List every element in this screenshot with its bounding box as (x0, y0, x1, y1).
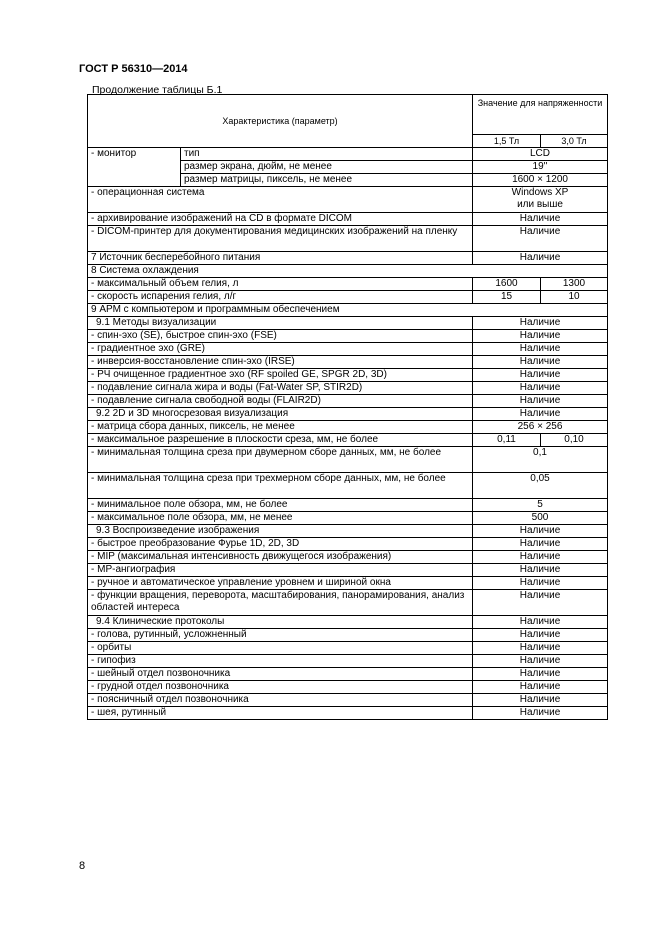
value-3-0-tesla: 0,10 (541, 434, 608, 447)
row-parameter: - грудной отдел позвоночника (88, 681, 473, 694)
row-parameter: - архивирование изображений на CD в формате DICOM (88, 213, 473, 226)
table-row (88, 499, 608, 512)
table-row (88, 356, 608, 369)
row-value: 5 (473, 499, 608, 512)
row-parameter: - градиентное эхо (GRE) (88, 343, 473, 356)
characteristics-table (87, 94, 608, 720)
table-row (88, 616, 608, 629)
row-parameter: - подавление сигнала свободной воды (FLAIR2D) (88, 395, 473, 408)
row-value: Наличие (473, 694, 608, 707)
value-1-5-tesla: 0,11 (473, 434, 541, 447)
table-row (88, 681, 608, 694)
table-row (88, 369, 608, 382)
row-parameter: - орбиты (88, 642, 473, 655)
row-value: Наличие (473, 395, 608, 408)
row-parameter: - матрица сбора данных, пиксель, не менее (88, 421, 473, 434)
row-value: Наличие (473, 213, 608, 226)
os-value: Windows XP или выше (473, 187, 608, 213)
row-value: Наличие (473, 226, 608, 252)
value-1-5-tesla: 1600 (473, 278, 541, 291)
row-parameter: - минимальная толщина среза при трехмерном сборе данных, мм, не более (88, 473, 473, 499)
value-1-5-tesla: 15 (473, 291, 541, 304)
table-row (88, 317, 608, 330)
table-row (88, 434, 608, 447)
row-parameter: - спин-эхо (SE), быстрое спин-эхо (FSE) (88, 330, 473, 343)
standard-designation: ГОСТ Р 56310—2014 (79, 63, 188, 75)
row-parameter: - функции вращения, переворота, масштабирования, панорамирования, анализ областей интереса (88, 590, 473, 616)
row-value: Наличие (473, 590, 608, 616)
table-row (88, 226, 608, 252)
table-continuation-caption: Продолжение таблицы Б.1 (92, 84, 223, 96)
header-1-5-tesla: 1,5 Тл (473, 135, 541, 148)
value-3-0-tesla: 1300 (541, 278, 608, 291)
table-row (88, 512, 608, 525)
table-row (88, 213, 608, 226)
table-row (88, 252, 608, 265)
table-row (88, 668, 608, 681)
table-row (88, 343, 608, 356)
row-parameter: 9.1 Методы визуализации (88, 317, 473, 330)
row-value: Наличие (473, 356, 608, 369)
row-parameter: - подавление сигнала жира и воды (Fat-Water SP, STIR2D) (88, 382, 473, 395)
table-row (88, 655, 608, 668)
row-parameter: - максимальный объем гелия, л (88, 278, 473, 291)
table-row (88, 707, 608, 720)
table-row (88, 291, 608, 304)
row-value: Наличие (473, 707, 608, 720)
row-value: Наличие (473, 252, 608, 265)
value-3-0-tesla: 10 (541, 291, 608, 304)
row-parameter: - MIP (максимальная интенсивность движущегося изображения) (88, 551, 473, 564)
table-header-row (88, 95, 608, 135)
row-parameter: - ручное и автоматическое управление уровнем и шириной окна (88, 577, 473, 590)
monitor-param: размер матрицы, пиксель, не менее (181, 174, 473, 187)
row-parameter: - поясничный отдел позвоночника (88, 694, 473, 707)
monitor-value: LCD (473, 148, 608, 161)
header-characteristic: Характеристика (параметр) (88, 95, 473, 148)
row-value: Наличие (473, 681, 608, 694)
table-row (88, 148, 608, 161)
row-parameter: - инверсия-восстановление спин-эхо (IRSE) (88, 356, 473, 369)
row-parameter: - МР-ангиография (88, 564, 473, 577)
row-value: Наличие (473, 551, 608, 564)
row-value: Наличие (473, 382, 608, 395)
section-title-row (88, 304, 608, 317)
row-value: 0,1 (473, 447, 608, 473)
header-value: Значение для напряженности (473, 95, 608, 135)
row-value: Наличие (473, 616, 608, 629)
row-parameter: 9.4 Клинические протоколы (88, 616, 473, 629)
row-parameter: 7 Источник бесперебойного питания (88, 252, 473, 265)
row-value: Наличие (473, 642, 608, 655)
section-title: 9 АРМ с компьютером и программным обеспечением (88, 304, 608, 317)
row-parameter: 9.3 Воспроизведение изображения (88, 525, 473, 538)
row-parameter: - скорость испарения гелия, л/г (88, 291, 473, 304)
table-row (88, 447, 608, 473)
page-number: 8 (79, 860, 86, 872)
row-value: Наличие (473, 564, 608, 577)
row-value: Наличие (473, 317, 608, 330)
row-parameter: - шейный отдел позвоночника (88, 668, 473, 681)
row-parameter: - гипофиз (88, 655, 473, 668)
table-row (88, 187, 608, 213)
table-row (88, 538, 608, 551)
row-parameter: - DICOM-принтер для документирования медицинских изображений на пленку (88, 226, 473, 252)
row-value: Наличие (473, 655, 608, 668)
table-row (88, 330, 608, 343)
table-row (88, 564, 608, 577)
table-row (88, 551, 608, 564)
row-value: Наличие (473, 538, 608, 551)
row-value: Наличие (473, 330, 608, 343)
table-row (88, 382, 608, 395)
row-parameter: - минимальная толщина среза при двумерном сборе данных, мм, не более (88, 447, 473, 473)
monitor-value: 19'' (473, 161, 608, 174)
row-value: 500 (473, 512, 608, 525)
monitor-value: 1600 × 1200 (473, 174, 608, 187)
table-row (88, 473, 608, 499)
row-parameter: - максимальное поле обзора, мм, не менее (88, 512, 473, 525)
row-parameter: - РЧ очищенное градиентное эхо (RF spoiled GE, SPGR 2D, 3D) (88, 369, 473, 382)
row-value: Наличие (473, 629, 608, 642)
table-row (88, 525, 608, 538)
row-parameter: 9.2 2D и 3D многосрезовая визуализация (88, 408, 473, 421)
row-value: 256 × 256 (473, 421, 608, 434)
row-value: Наличие (473, 343, 608, 356)
monitor-label: - монитор (88, 148, 181, 187)
row-value: Наличие (473, 577, 608, 590)
table-row (88, 590, 608, 616)
section-title: 8 Система охлаждения (88, 265, 608, 278)
row-value: 0,05 (473, 473, 608, 499)
row-value: Наличие (473, 369, 608, 382)
row-parameter: - быстрое преобразование Фурье 1D, 2D, 3D (88, 538, 473, 551)
os-param: - операционная система (88, 187, 473, 213)
row-value: Наличие (473, 408, 608, 421)
table-row (88, 629, 608, 642)
row-parameter: - голова, рутинный, усложненный (88, 629, 473, 642)
monitor-param: размер экрана, дюйм, не менее (181, 161, 473, 174)
table-row (88, 395, 608, 408)
table-row (88, 694, 608, 707)
monitor-param: тип (181, 148, 473, 161)
table-row (88, 278, 608, 291)
row-parameter: - максимальное разрешение в плоскости среза, мм, не более (88, 434, 473, 447)
row-parameter: - минимальное поле обзора, мм, не более (88, 499, 473, 512)
section-title-row (88, 265, 608, 278)
header-3-0-tesla: 3,0 Тл (541, 135, 608, 148)
table-row (88, 421, 608, 434)
table-row (88, 642, 608, 655)
row-value: Наличие (473, 668, 608, 681)
table-row (88, 577, 608, 590)
row-value: Наличие (473, 525, 608, 538)
table-row (88, 408, 608, 421)
row-parameter: - шея, рутинный (88, 707, 473, 720)
